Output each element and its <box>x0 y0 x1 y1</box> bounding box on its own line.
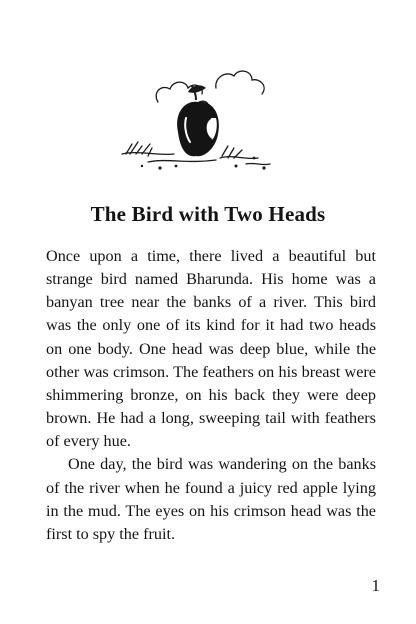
page-number: 1 <box>371 576 380 595</box>
story-body <box>46 245 376 546</box>
paragraph-1: Once upon a time, there lived a beautiful but strange bird named Bharunda. His home was a banyan tree near the banks of a river. This bird was the only one of its kind for it had two heads on one body. One head was deep blue, while the other was crimson. The feathers on his breast were shimmering bronze, on his back they were deep brown. He had a long, sweeping tail with feathers of every hue. <box>46 247 376 451</box>
paragraph-2: One day, the bird was wandering on the banks of the river when he found a juicy red apple lying in the mud. The eyes on his crimson head was the first to spy the fruit. <box>46 455 376 543</box>
apple-illustration-icon <box>118 62 278 172</box>
story-title: The Bird with Two Heads <box>90 202 326 226</box>
